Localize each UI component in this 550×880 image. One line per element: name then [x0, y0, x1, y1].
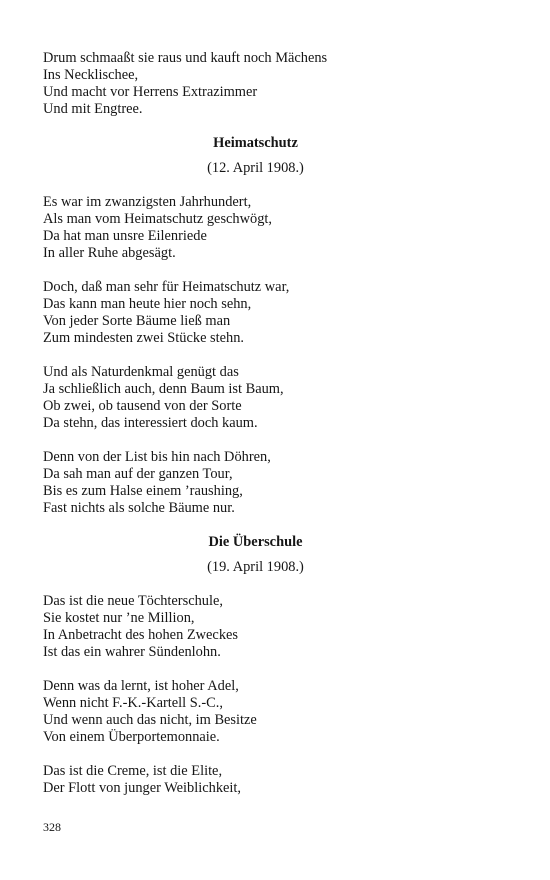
verse-line: Von jeder Sorte Bäume ließ man	[43, 313, 231, 329]
verse-line: Und mit Engtree.	[43, 101, 143, 117]
verse-line: Da stehn, das interessiert doch kaum.	[43, 415, 258, 431]
verse-line: Fast nichts als solche Bäume nur.	[43, 500, 235, 516]
page-body	[43, 50, 468, 797]
poem-ueberschule	[43, 534, 468, 797]
verse-line: Wenn nicht F.-K.-Kartell S.-C.,	[43, 695, 223, 711]
verse-line: Der Flott von junger Weiblichkeit,	[43, 780, 242, 796]
verse-line: Denn was da lernt, ist hoher Adel,	[43, 678, 239, 694]
verse-line: Von einem Überportemonnaie.	[43, 729, 220, 745]
stanza	[43, 194, 468, 262]
verse-line: Da sah man auf der ganzen Tour,	[43, 466, 233, 482]
stanza	[43, 279, 468, 347]
verse-line: In Anbetracht des hohen Zweckes	[43, 627, 239, 643]
page-number: 328	[43, 820, 61, 834]
verse-line: Und wenn auch das nicht, im Besitze	[43, 712, 257, 728]
verse-line: Ist das ein wahrer Sündenlohn.	[43, 644, 221, 660]
poem-title: Heimatschutz	[213, 135, 298, 151]
poem-date: (19. April 1908.)	[207, 559, 304, 575]
verse-line: Das ist die neue Töchterschule,	[43, 593, 223, 609]
verse-line: Doch, daß man sehr für Heimatschutz war,	[43, 279, 290, 295]
verse-line: Und als Naturdenkmal genügt das	[43, 364, 239, 380]
verse-line: Drum schmaaßt sie raus und kauft noch Mächens	[43, 50, 328, 66]
verse-line: Da hat man unsre Eilenriede	[43, 228, 207, 244]
verse-line: In aller Ruhe abgesägt.	[43, 245, 176, 261]
stanza	[43, 364, 468, 432]
stanza	[43, 763, 468, 797]
poem-heimatschutz	[43, 135, 468, 517]
verse-line: Als man vom Heimatschutz geschwögt,	[43, 211, 273, 227]
poem-date: (12. April 1908.)	[207, 160, 304, 176]
verse-line: Zum mindesten zwei Stücke stehn.	[43, 330, 245, 346]
poem-title: Die Überschule	[208, 534, 303, 550]
verse-line: Bis es zum Halse einem ’raushing,	[43, 483, 243, 499]
verse-line: Das kann man heute hier noch sehn,	[43, 296, 252, 312]
verse-line: Ins Necklischee,	[43, 67, 139, 83]
verse-line: Das ist die Creme, ist die Elite,	[43, 763, 223, 779]
verse-line: Ob zwei, ob tausend von der Sorte	[43, 398, 242, 414]
opening-stanza	[43, 50, 468, 118]
stanza	[43, 678, 468, 746]
verse-line: Sie kostet nur ’ne Million,	[43, 610, 195, 626]
stanza	[43, 449, 468, 517]
verse-line: Denn von der List bis hin nach Döhren,	[43, 449, 271, 465]
verse-line: Es war im zwanzigsten Jahrhundert,	[43, 194, 252, 210]
verse-line: Und macht vor Herrens Extrazimmer	[43, 84, 258, 100]
verse-line: Ja schließlich auch, denn Baum ist Baum,	[43, 381, 284, 397]
stanza	[43, 593, 468, 661]
